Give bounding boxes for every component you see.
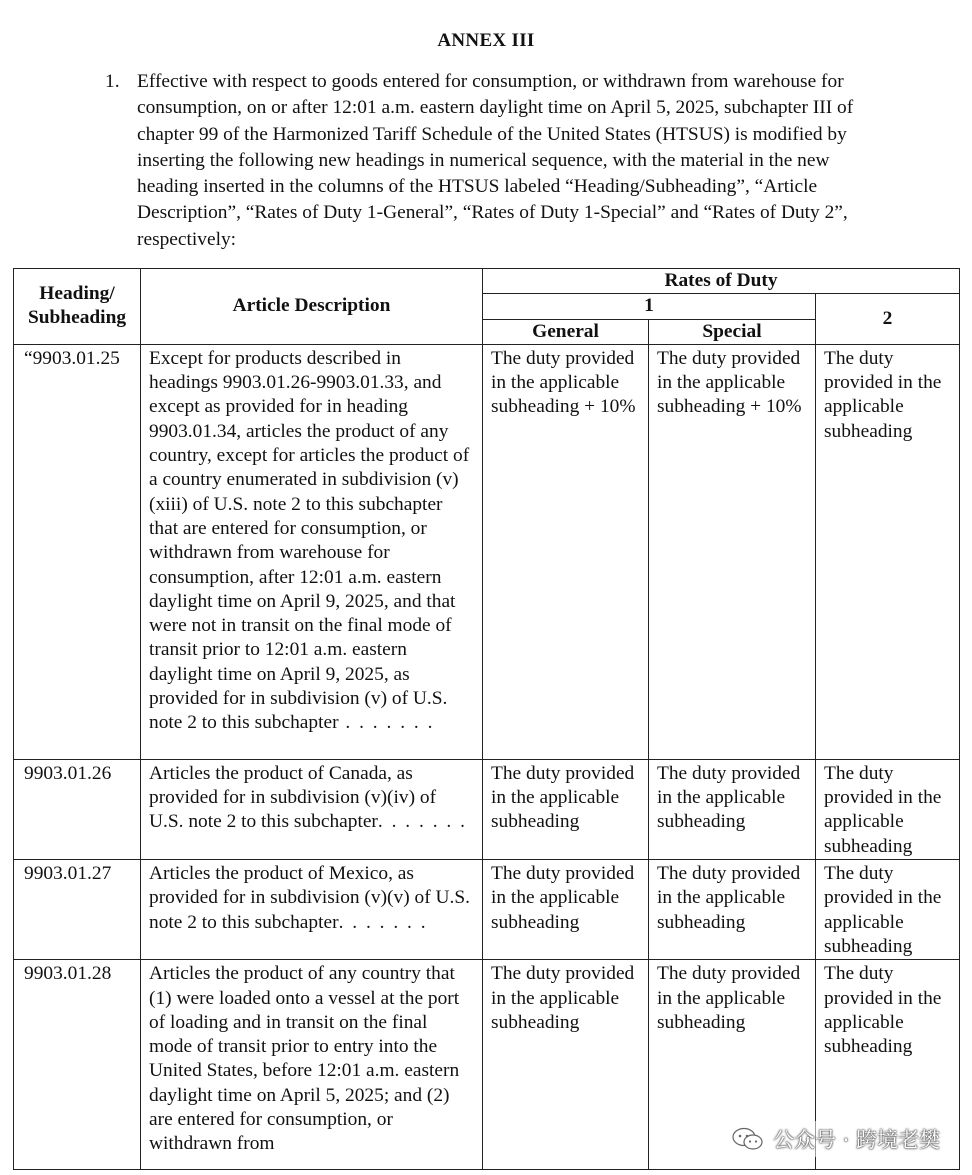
header-special: Special [649, 319, 816, 344]
row-col2: The duty provided in the applicable subheading [816, 344, 960, 759]
table-row [14, 860, 960, 960]
watermark [725, 1121, 946, 1157]
header-rates-of-duty: Rates of Duty [483, 269, 960, 294]
row-general: The duty provided in the applicable subheading [483, 759, 649, 859]
row-general: The duty provided in the applicable subheading + 10% [483, 344, 649, 759]
row-col2: The duty provided in the applicable subheading [816, 960, 960, 1170]
row-col2: The duty provided in the applicable subheading [816, 860, 960, 960]
row-description: Articles the product of Mexico, as provided for in subdivision (v)(v) of U.S. note 2 to this subchapter. . . . . . . [141, 860, 483, 960]
table-row [14, 344, 960, 759]
paragraph-number: 1. [105, 71, 120, 92]
intro-paragraph [105, 69, 895, 253]
row-description: Articles the product of any country that (1) were loaded onto a vessel at the port of loading and in transit on the final mode of transit prior to entry into the United States, before 12:01 a.m. eastern daylight time on April 5, 2025; and (2) are entered for consumption, or withdrawn from [141, 960, 483, 1170]
row-special: The duty provided in the applicable subheading [649, 960, 816, 1170]
row-general: The duty provided in the applicable subheading [483, 860, 649, 960]
table-row [14, 759, 960, 859]
row-special: The duty provided in the applicable subheading [649, 860, 816, 960]
wechat-icon [731, 1127, 765, 1151]
header-article-description: Article Description [141, 269, 483, 345]
row-code: 9903.01.27 [14, 860, 141, 960]
row-code: “9903.01.25 [14, 344, 141, 759]
row-code: 9903.01.26 [14, 759, 141, 859]
tariff-table [13, 268, 960, 1170]
watermark-text: 公众号 · 跨境老樊 [772, 1128, 940, 1152]
header-col-1: 1 [483, 294, 816, 319]
row-general: The duty provided in the applicable subheading [483, 960, 649, 1170]
header-heading: Heading/ Subheading [14, 269, 141, 345]
row-code: 9903.01.28 [14, 960, 141, 1170]
header-general: General [483, 319, 649, 344]
header-col-2: 2 [816, 294, 960, 345]
row-description: Except for products described in headings 9903.01.26-9903.01.33, and except as provided for in heading 9903.01.34, articles the product of any country, except for articles the product of a country enumerated in subdivision (v)(xiii) of U.S. note 2 to this subchapter that are entered for consumption, or withdrawn from warehouse for consumption, after 12:01 a.m. eastern daylight time on April 9, 2025, and that were not in transit on the final mode of transit prior to 12:01 a.m. eastern daylight time on April 9, 2025, as provided for in subdivision (v) of U.S. note 2 to this subchapter . . . . . . . [141, 344, 483, 759]
row-special: The duty provided in the applicable subheading + 10% [649, 344, 816, 759]
row-special: The duty provided in the applicable subheading [649, 759, 816, 859]
annex-title: ANNEX III [437, 30, 535, 51]
row-col2: The duty provided in the applicable subheading [816, 759, 960, 859]
paragraph-text: Effective with respect to goods entered for consumption, or withdrawn from warehouse for consumption, on or after 12:01 a.m. eastern daylight time on April 5, 2025, subchapter III of chapter 99 of the Harmonized Tariff Schedule of the United States (HTSUS) is modified by inserting the following new headings in numerical sequence, with the material in the new heading inserted in the columns of the HTSUS labeled “Heading/Subheading”, “Article Description”, “Rates of Duty 1-General”, “Rates of Duty 1-Special” and “Rates of Duty 2”, respectively: [137, 71, 854, 250]
row-description: Articles the product of Canada, as provided for in subdivision (v)(iv) of U.S. note 2 to this subchapter. . . . . . . [141, 759, 483, 859]
